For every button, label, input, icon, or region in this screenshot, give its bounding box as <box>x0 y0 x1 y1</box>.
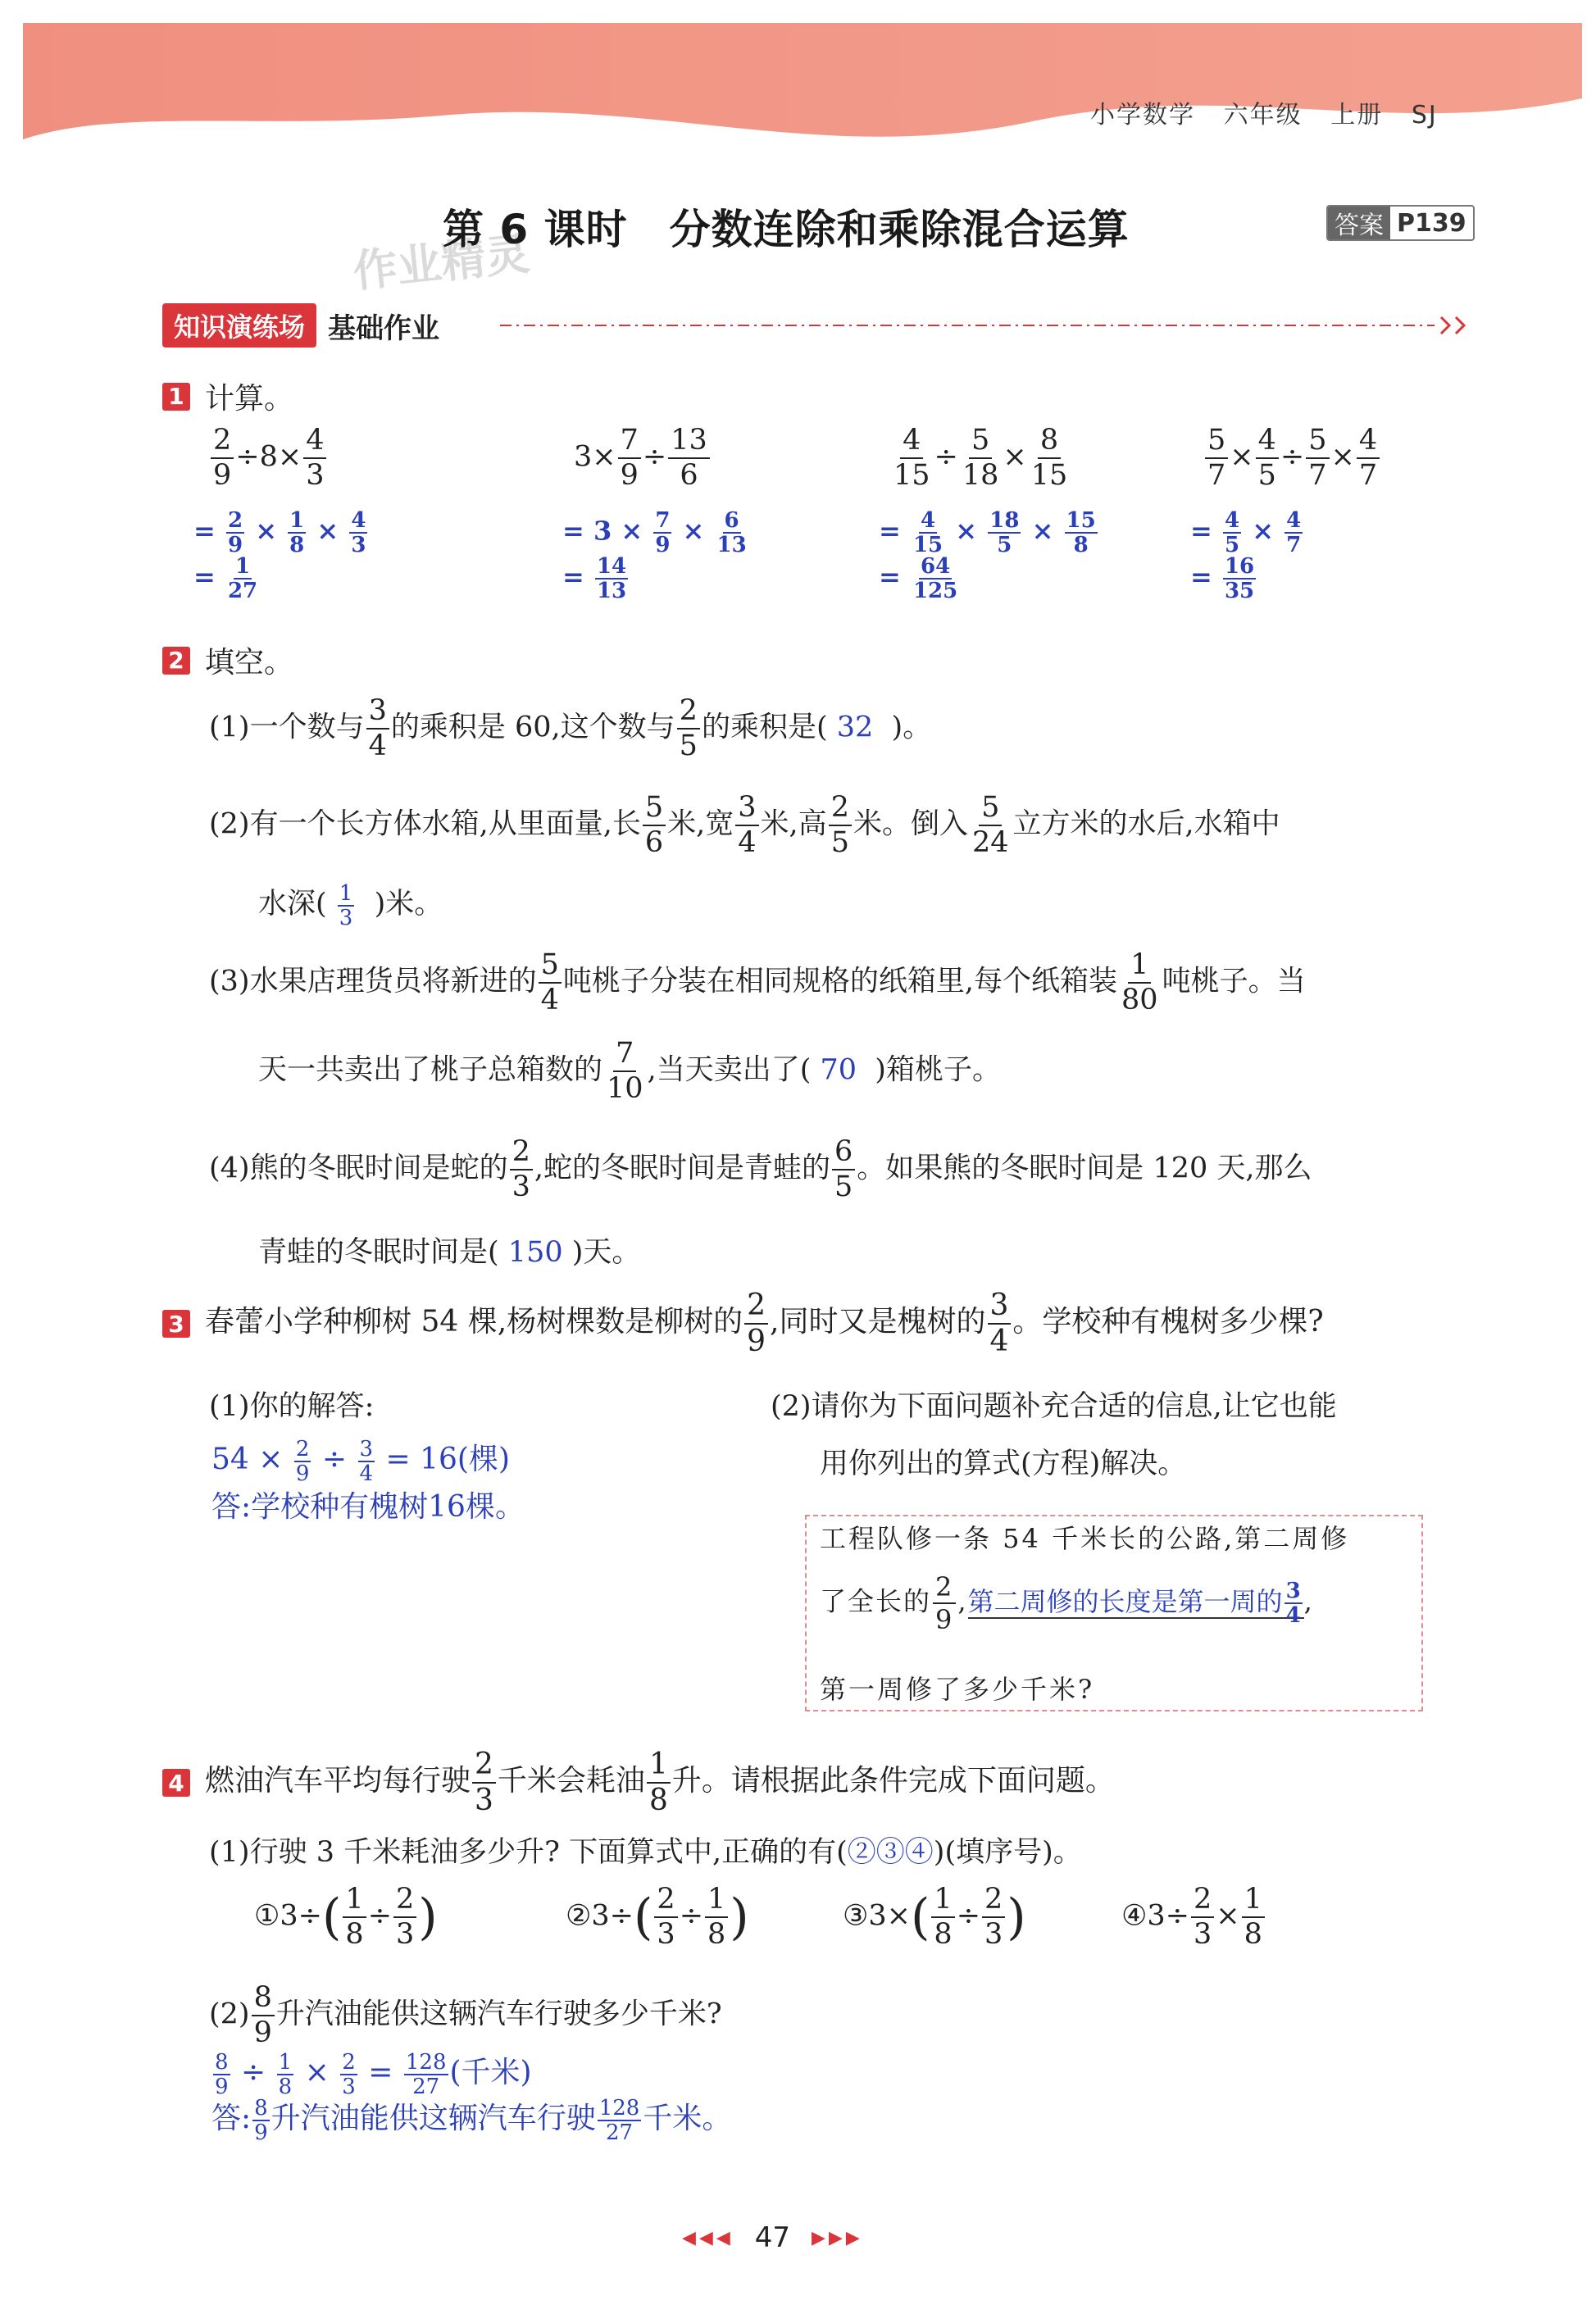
q4-sub1-answer[interactable]: ②③④ <box>847 1836 934 1869</box>
q4-option-2: ②3÷( $\frac{2}{3}$ ÷ $\frac{1}{8}$ ) <box>566 1883 749 1951</box>
answer-reference[interactable] <box>1326 205 1475 241</box>
section-header <box>162 303 439 348</box>
calc-answer-4-step1: = $\frac{4}{5}$ × $\frac{4}{7}$ <box>1190 508 1302 557</box>
fill-blank-4-line1: (4)熊的冬眠时间是蛇的 $\frac{2}{3}$ ,蛇的冬眠时间是青蛙的 $\frac{6}{5}$ 。如果熊的冬眠时间是 120 天,那么 <box>209 1135 1312 1203</box>
q3-answer-text: 答:学校种有槐树16棵。 <box>211 1490 525 1524</box>
calc-problem-2: 3× $\frac{7}{9}$ ÷ $\frac{13}{6}$ <box>574 426 712 490</box>
question-3-header <box>162 1291 1324 1357</box>
question-prompt: 计算。 <box>205 382 294 416</box>
calc-answer-4-step2: = $\frac{16}{35}$ <box>1190 554 1255 603</box>
calc-problem-4: $\frac{5}{7}$ × $\frac{4}{5}$ ÷ $\frac{5}{7}$ × $\frac{4}{7}$ <box>1203 426 1381 490</box>
header-band <box>0 0 1596 156</box>
calc-answer-3-step1: = $\frac{4}{15}$ × $\frac{18}{5}$ × $\frac{15}{8}$ <box>879 508 1096 557</box>
q3-sub1-label: (1)你的解答: <box>209 1390 375 1423</box>
question-4-header <box>162 1750 1115 1816</box>
page-number: 47 <box>754 2221 791 2254</box>
q3-box-fill-answer[interactable]: 第二周修的长度是第一周的 $\frac{3}{4}$ <box>968 1586 1304 1619</box>
blank-answer[interactable]: 70 <box>820 1053 857 1087</box>
page-title: 第 6 课时 分数连除和乘除混合运算 <box>443 206 1130 253</box>
calc-answer-1-step2: = $\frac{1}{27}$ <box>193 554 258 603</box>
section-subtitle: 基础作业 <box>328 311 440 345</box>
fill-blank-4-line2: 青蛙的冬眠时间是( 150 )天。 <box>258 1236 641 1269</box>
section-badge: 知识演练场 <box>162 303 316 348</box>
question-prompt: 填空。 <box>205 646 294 680</box>
book-grade: 六年级 <box>1223 101 1303 130</box>
book-subject: 小学数学 <box>1090 101 1195 130</box>
calc-answer-2-step2: = $\frac{14}{13}$ <box>562 554 627 603</box>
left-arrows-icon: ◀◀◀ <box>682 2227 734 2248</box>
blank-answer[interactable]: $\frac{1}{3}$ <box>339 880 353 930</box>
q3-box-line3: 第一周修了多少千米? <box>820 1674 1095 1705</box>
question-number: 1 <box>162 383 190 411</box>
question-prompt: 燃油汽车平均每行驶 $\frac{2}{3}$ 千米会耗油 $\frac{1}{8}$ 升。请根据此条件完成下面问题。 <box>205 1748 1115 1817</box>
calc-problem-1: $\frac{2}{9}$ ÷8× $\frac{4}{3}$ <box>209 426 328 490</box>
calc-answer-3-step2: = $\frac{64}{125}$ <box>879 554 958 603</box>
q3-box-line1: 工程队修一条 54 千米长的公路,第二周修 <box>820 1523 1350 1554</box>
q4-option-3: ③3×( $\frac{1}{8}$ ÷ $\frac{2}{3}$ ) <box>843 1883 1026 1951</box>
book-volume: 上册 <box>1330 101 1384 130</box>
question-number: 2 <box>162 647 190 675</box>
book-info <box>1090 94 1438 130</box>
fill-blank-3-line1: (3)水果店理货员将新进的 $\frac{5}{4}$ 吨桃子分装在相同规格的纸箱里,每个纸箱装 $\frac{1}{80}$ 吨桃子。当 <box>209 948 1306 1016</box>
calc-problem-3: $\frac{4}{15}$ ÷ $\frac{5}{18}$ × $\frac{8}{15}$ <box>893 424 1068 492</box>
answer-ref-page: P139 <box>1397 208 1466 238</box>
fill-blank-2-line1: (2)有一个长方体水箱,从里面量,长 $\frac{5}{6}$ 米,宽 $\frac{3}{4}$ 米,高 $\frac{2}{5}$ 米。倒入 $\frac{5}{24}$ 立方米的水后,水箱中 <box>209 791 1280 859</box>
section-divider <box>500 313 1476 338</box>
q4-option-4: ④3÷ $\frac{2}{3}$ × $\frac{1}{8}$ <box>1121 1885 1266 1949</box>
question-number: 3 <box>162 1310 190 1338</box>
fill-blank-2-line2: 水深( $\frac{1}{3}$ )米。 <box>258 880 443 930</box>
calc-answer-1-step1: = $\frac{2}{9}$ × $\frac{1}{8}$ × $\frac{4}{3}$ <box>193 508 366 557</box>
calc-answer-2-step1: = 3 × $\frac{7}{9}$ × $\frac{6}{13}$ <box>562 508 747 557</box>
q4-sub2: (2) $\frac{8}{9}$ 升汽油能供这辆汽车行驶多少千米? <box>209 1981 722 2049</box>
blank-answer[interactable]: 150 <box>507 1236 563 1269</box>
book-edition: SJ <box>1411 101 1438 130</box>
q3-sub2-line2: 用你列出的算式(方程)解决。 <box>820 1448 1187 1480</box>
q3-answer-expression: 54 × $\frac{2}{9}$ ÷ $\frac{3}{4}$ = 16(棵) <box>211 1437 511 1486</box>
question-number: 4 <box>162 1769 190 1797</box>
blank-answer[interactable]: 32 <box>836 711 874 744</box>
q4-sub1: (1)行驶 3 千米耗油多少升? 下面算式中,正确的有(②③④)(填序号)。 <box>209 1836 1082 1869</box>
q3-sub2-line1: (2)请你为下面问题补充合适的信息,让它也能 <box>771 1390 1337 1423</box>
watermark: 作业精灵 <box>350 227 533 298</box>
question-prompt: 春蕾小学种柳树 54 棵,杨树棵数是柳树的 $\frac{2}{9}$ ,同时又是槐树的 $\frac{3}{4}$ 。学校种有槐树多少棵? <box>205 1289 1324 1358</box>
answer-ref-label: 答案 <box>1328 207 1390 239</box>
q4-option-1: ①3÷( $\frac{1}{8}$ ÷ $\frac{2}{3}$ ) <box>254 1883 438 1951</box>
fill-blank-3-line2: 天一共卖出了桃子总箱数的 $\frac{7}{10}$ ,当天卖出了( 70 )箱桃子。 <box>258 1037 1001 1105</box>
right-arrows-icon: ▶▶▶ <box>812 2227 863 2248</box>
q3-box-line2: 了全长的 $\frac{2}{9}$ ,第二周修的长度是第一周的 $\frac{3}{4}$ , <box>820 1571 1314 1635</box>
question-2-header <box>162 639 293 681</box>
question-1-header <box>162 375 293 417</box>
page-footer <box>682 2221 863 2254</box>
fill-blank-1: (1)一个数与 $\frac{3}{4}$ 的乘积是 60,这个数与 $\frac{2}{5}$ 的乘积是( 32 )。 <box>209 694 932 762</box>
q4-answer-text: 答: $\frac{8}{9}$ 升汽油能供这辆汽车行驶 $\frac{128}{27}$ 千米。 <box>211 2096 732 2145</box>
q4-answer-expression: $\frac{8}{9}$ ÷ $\frac{1}{8}$ × $\frac{2}{3}$ = $\frac{128}{27}$ (千米) <box>215 2050 532 2099</box>
